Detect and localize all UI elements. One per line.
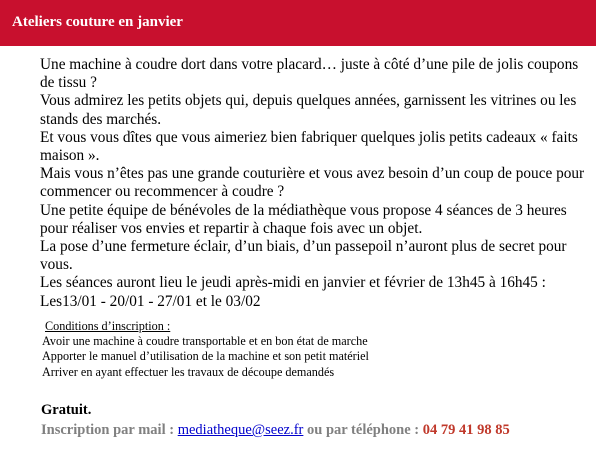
paragraph: Vous admirez les petits objets qui, depuis quelques années, garnissent les vitrines ou les stands des marchés.: [40, 92, 577, 128]
condition-item: Arriver en ayant effectuer les travaux de découpe demandés: [42, 364, 335, 379]
paragraph: Mais vous n’êtes pas une grande couturière et vous avez besoin d’un coup de pouce pour commencer ou recommencer à coudre ?: [40, 165, 585, 201]
email-link[interactable]: mediatheque@seez.fr: [177, 422, 304, 438]
paragraph: Et vous vous dîtes que vous aimeriez bien fabriquer quelques jolis petits cadeaux « faits maison ».: [40, 128, 578, 165]
conditions-heading: Conditions d’inscription :: [45, 319, 171, 333]
title-bar: [0, 0, 596, 46]
schedule-paragraph: Les séances auront lieu le jeudi après-midi en janvier et février de 13h45 à 16h45 : Les13/01 - 20/01 - 27/01 et le 03/02: [40, 274, 546, 310]
condition-item: Avoir une machine à coudre transportable et en bon état de marche: [42, 334, 368, 349]
phone-prefix: ou par téléphone :: [303, 422, 423, 438]
conditions-section: [42, 319, 582, 380]
inscription-line: [41, 421, 510, 439]
paragraph: Une machine à coudre dort dans votre placard… juste à côté d’une pile de jolis coupons de tissu ?: [40, 56, 579, 92]
paragraph: Une petite équipe de bénévoles de la médiathèque vous propose 4 séances de 3 heures pour réaliser vos envies et repartir à chaque fois avec un objet.: [40, 201, 567, 237]
condition-item: Apporter le manuel d’utilisation de la machine et son petit matériel: [42, 349, 369, 364]
page-title: Ateliers couture en janvier: [12, 14, 183, 30]
inscription-prefix: Inscription par mail :: [41, 422, 178, 438]
intro-text: [40, 56, 588, 311]
phone-number: 04 79 41 98 85: [422, 422, 510, 438]
price-label: Gratuit.: [41, 402, 92, 418]
paragraph: La pose d’une fermeture éclair, d’un biais, d’un passepoil n’auront plus de secret pour vous.: [40, 238, 567, 274]
